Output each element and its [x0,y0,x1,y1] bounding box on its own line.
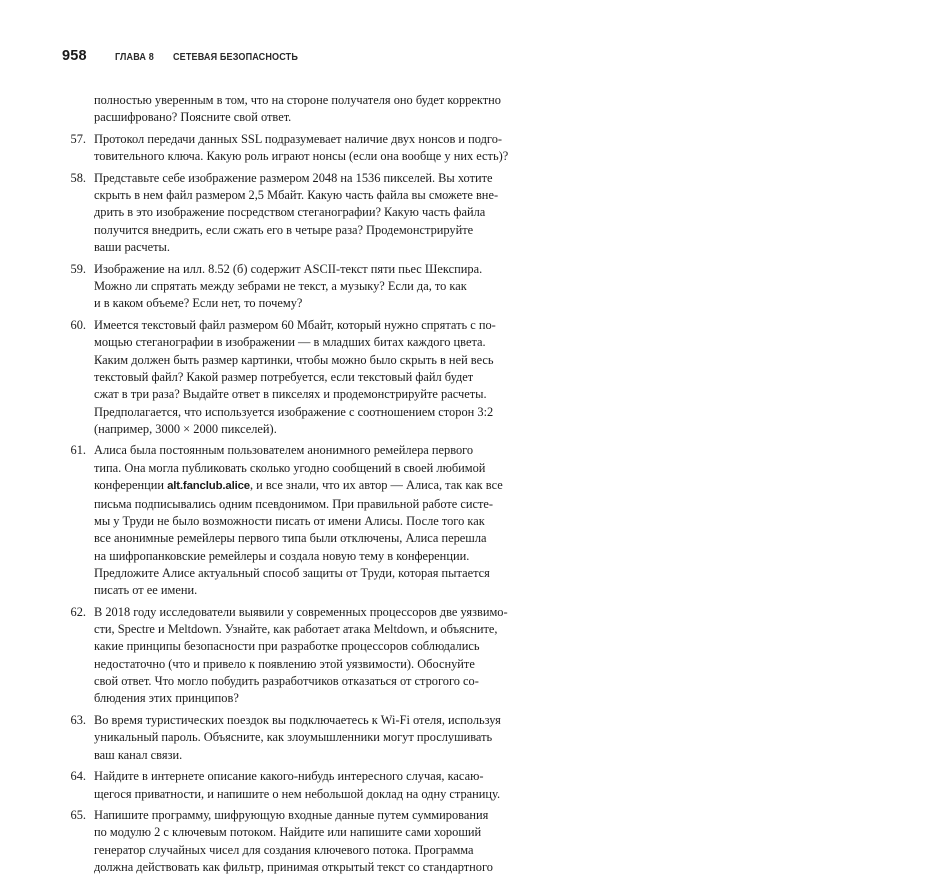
exercise-item [62,170,512,257]
line-content: Напишите программу, шифрующую входные данные путем суммирования [94,808,489,823]
line-content: письма подписывались одним псевдонимом. При правильной работе систе- [94,496,494,511]
line-content: блюдения этих принципов? [94,691,239,706]
line-content: получится внедрить, если сжать его в четыре раза? Продемонстрируйте [94,222,474,237]
line-content: товительного ключа. Какую роль играют нонсы (если она вообще у них есть)? [94,149,509,164]
text-line [94,460,512,477]
text-line [94,638,512,655]
line-content: Представьте себе изображение размером 2048 на 1536 пикселей. Вы хотите [94,170,493,185]
text-line [94,261,512,278]
exercise-number: 63. [70,713,86,727]
exercise-number: 58. [70,170,86,185]
line-content: текстовый файл? Какой размер потребуется, если текстовый файл будет [94,369,474,384]
line-content: писать от ее имени. [94,583,198,598]
exercise-text [94,807,512,876]
text-line [94,477,512,495]
exercise-text [94,712,512,764]
exercise-number: 64. [70,769,86,784]
line-content: Изображение на илл. 8.52 (б) содержит ASCII-текст пяти пьес Шекспира. [94,261,483,276]
exercise-number: 59. [70,261,86,276]
text-line [94,656,512,673]
text-line [94,334,512,351]
line-content: Предполагается, что используется изображение с соотношением сторон 3:2 [94,404,494,419]
exercise-number: 65. [70,808,86,823]
exercise-number: 62. [70,604,86,619]
text-line [94,352,512,369]
text-line [94,690,512,707]
line-content: на шифропанковские ремейлеры и создала новую тему в конференции. [94,548,470,563]
exercise-text [94,261,512,313]
text-line [94,729,512,746]
text-line [94,131,512,148]
text-line [94,295,512,312]
line-content: по модулю 2 с ключевым потоком. Найдите или напишите сами хороший [94,825,482,840]
line-content: скрыть в нем файл размером 2,5 Мбайт. Какую часть файла вы сможете вне- [94,188,499,203]
line-content: Предложите Алисе актуальный способ защиты от Труди, которая пытается [94,565,490,580]
text-column [62,92,512,881]
line-content: Каким должен быть размер картинки, чтобы можно было скрыть в ней весь [94,352,494,367]
line-content: Во время туристических поездок вы подключаетесь к Wi-Fi отеля, используя [94,713,501,727]
exercise-item [62,261,512,313]
text-line [94,278,512,295]
line-content: дрить в это изображение посредством стеганографии? Какую часть файла [94,205,486,220]
line-content: свой ответ. Что могло побудить разработчиков отказаться от строгого со- [94,674,479,689]
line-content: Протокол передачи данных SSL подразумевает наличие двух нонсов и подго- [94,131,503,146]
exercise-item [62,768,512,803]
text-line [94,442,512,459]
exercise-text [94,604,512,708]
text-line [94,496,512,513]
line-content: Можно ли спрятать между зебрами не текст, а музыку? Если да, то как [94,279,467,293]
continuation-paragraph [62,92,512,127]
exercise-text [94,317,512,438]
line-content: мы у Труди не было возможности писать от имени Алисы. После того как [94,513,485,528]
line-content: недостаточно (что и привело к появлению этой уязвимости). Обоснуйте [94,656,475,671]
exercise-item [62,317,512,438]
text-line [94,548,512,565]
text-line [94,239,512,256]
line-content: конференции alt.fanclub.alice, и все знали, что их автор — Алиса, так как все [94,478,503,493]
text-line [94,712,512,729]
text-line [94,530,512,547]
text-line [94,824,512,841]
exercise-number: 57. [70,131,86,146]
line-content: уникальный пароль. Объясните, как злоумышленники могут прослушивать [94,730,493,745]
exercise-number: 60. [70,317,86,332]
chapter-title: СЕТЕВАЯ БЕЗОПАСНОСТЬ [173,52,299,63]
line-content: расшифровано? Поясните свой ответ. [94,110,292,125]
chapter-label: ГЛАВА 8 [114,52,154,63]
text-line [94,187,512,204]
text-line [94,170,512,187]
text-line [94,92,512,109]
line-content: должна действовать как фильтр, принимая открытый текст со стандартного [94,860,493,875]
line-content: какие принципы безопасности при разработке процессоров соблюдались [94,639,480,654]
text-line [94,421,512,438]
exercise-text [94,768,512,803]
line-content: сти, Spectre и Meltdown. Узнайте, как работает атака Meltdown, и объясните, [94,622,498,637]
exercise-item [62,442,512,599]
exercise-text [94,131,512,166]
text-line [94,317,512,334]
line-content: полностью уверенным в том, что на стороне получателя оно будет корректно [94,93,501,107]
text-line [94,204,512,221]
line-content: типа. Она могла публиковать сколько угодно сообщений в своей любимой [94,460,486,475]
text-line [94,768,512,785]
page-number: 958 [62,48,87,64]
text-line [94,565,512,582]
text-line [94,673,512,690]
text-line [94,859,512,876]
running-head [62,48,315,64]
line-content: мощью стеганографии в изображении — в младших битах каждого цвета. [94,335,486,350]
line-content: Алиса была постоянным пользователем анонимного ремейлера первого [94,443,474,458]
exercise-number: 61. [70,443,86,458]
exercise-item [62,807,512,876]
text-line [94,621,512,638]
line-content: все анонимные ремейлеры первого типа были отключены, Алиса перешла [94,531,487,546]
text-line [94,842,512,859]
line-content: сжат в три раза? Выдайте ответ в пикселях и продемонстрируйте расчеты. [94,387,487,402]
text-line [94,807,512,824]
line-content: ваш канал связи. [94,747,183,762]
exercise-item [62,712,512,764]
line-content: Найдите в интернете описание какого-нибудь интересного случая, касаю- [94,769,484,784]
exercise-text [94,442,512,599]
text-line [94,786,512,803]
text-line [94,369,512,386]
exercise-item [62,604,512,708]
exercise-text [94,170,512,257]
text-line [94,386,512,403]
text-line [94,513,512,530]
line-content: (например, 3000 × 2000 пикселей). [94,421,277,436]
exercise-list [62,131,512,877]
newsgroup-name: alt.fanclub.alice [167,480,250,493]
text-line [94,404,512,421]
text-line [94,582,512,599]
text-line [94,148,512,165]
line-content: В 2018 году исследователи выявили у современных процессоров две уязвимо- [94,604,508,619]
line-content: генератор случайных чисел для создания ключевого потока. Программа [94,842,474,857]
text-line [94,222,512,239]
text-line [94,747,512,764]
line-content: и в каком объеме? Если нет, то почему? [94,296,303,311]
line-content: Имеется текстовый файл размером 60 Мбайт, который нужно спрятать с по- [94,317,496,332]
line-content: ваши расчеты. [94,240,170,255]
paragraph-body [94,92,512,127]
text-line [94,109,512,126]
text-line [94,604,512,621]
exercise-item [62,131,512,166]
line-content: щегося приватности, и напишите о нем небольшой доклад на одну страницу. [94,786,501,801]
